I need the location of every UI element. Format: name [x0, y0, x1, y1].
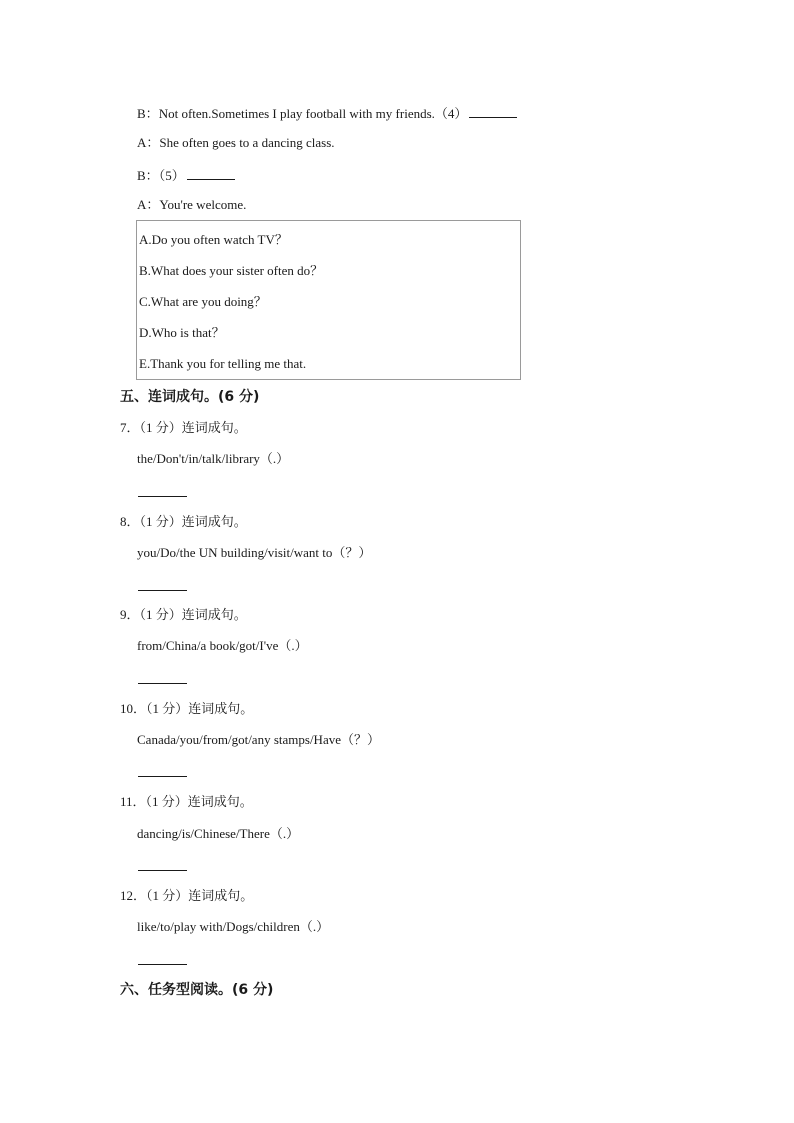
option-e: E.Thank you for telling me that. — [139, 356, 307, 371]
speaker-label: B — [137, 168, 146, 183]
answer-line-12[interactable] — [138, 964, 187, 965]
option-a: A.Do you often watch TV？ — [139, 232, 288, 247]
options-box — [136, 220, 521, 380]
speaker-separator: ： — [145, 106, 159, 121]
answer-line-11[interactable] — [138, 870, 187, 871]
section-heading-5: 五、连词成句。(6 分) — [120, 389, 260, 405]
speaker-separator: ： — [145, 168, 159, 183]
question-head-9: 9．（1 分）连词成句。 — [120, 607, 247, 622]
section-heading-6: 六、任务型阅读。(6 分) — [120, 982, 274, 998]
option-c: C.What are you doing？ — [139, 294, 267, 309]
option-d: D.Who is that？ — [139, 325, 225, 340]
answer-line-10[interactable] — [138, 776, 187, 777]
speaker-separator: ： — [146, 135, 160, 150]
dialogue-line-a-class — [137, 135, 335, 151]
dialogue-line-b4 — [137, 104, 517, 122]
question-words-12: like/to/play with/Dogs/children（.） — [137, 919, 330, 934]
question-words-7: the/Don't/in/talk/library（.） — [137, 451, 290, 466]
dialogue-line-a-welcome — [137, 197, 246, 213]
dialogue-text: She often goes to a dancing class. — [159, 135, 335, 150]
question-words-11: dancing/is/Chinese/There（.） — [137, 826, 300, 841]
question-words-9: from/China/a book/got/I've（.） — [137, 638, 308, 653]
speaker-label: A — [137, 135, 147, 150]
question-head-11: 11．（1 分）连词成句。 — [120, 794, 253, 809]
dialogue-text: （5） — [158, 168, 185, 183]
speaker-separator: ： — [146, 197, 160, 212]
answer-blank-4[interactable] — [469, 104, 517, 118]
speaker-label: B — [137, 106, 146, 121]
question-words-8: you/Do/the UN building/visit/want to（？） — [137, 545, 372, 560]
question-words-10: Canada/you/from/got/any stamps/Have（？） — [137, 732, 380, 747]
answer-line-7[interactable] — [138, 496, 187, 497]
question-head-10: 10．（1 分）连词成句。 — [120, 701, 254, 716]
answer-blank-5[interactable] — [187, 166, 235, 180]
dialogue-text: Not often.Sometimes I play football with my friends.（4） — [158, 106, 468, 121]
answer-line-8[interactable] — [138, 590, 187, 591]
speaker-label: A — [137, 197, 147, 212]
question-head-7: 7．（1 分）连词成句。 — [120, 420, 247, 435]
answer-line-9[interactable] — [138, 683, 187, 684]
dialogue-line-b5 — [137, 166, 235, 184]
dialogue-text: You're welcome. — [159, 197, 247, 212]
option-b: B.What does your sister often do？ — [139, 263, 324, 278]
question-head-12: 12．（1 分）连词成句。 — [120, 888, 254, 903]
question-head-8: 8．（1 分）连词成句。 — [120, 514, 247, 529]
